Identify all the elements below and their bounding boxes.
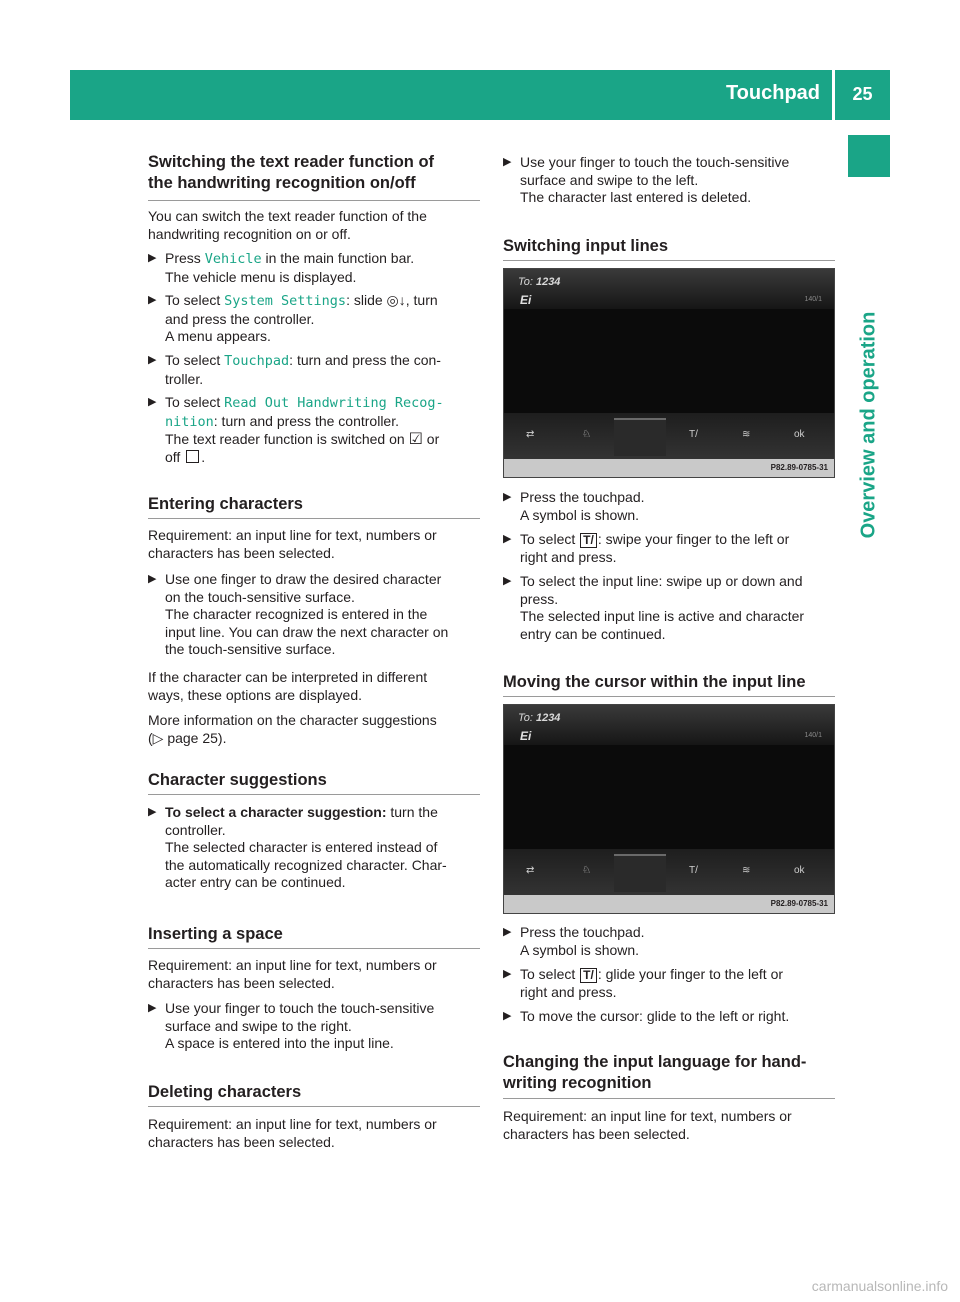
heading-rule bbox=[503, 260, 835, 261]
text-cursor-icon: T/ bbox=[580, 533, 597, 548]
header-bar bbox=[70, 70, 832, 120]
screenshot-input-lines: To: 1234 Ei 140/1 ⇄ ♘ T/ ≋ ok P82.89-0785-31 bbox=[503, 268, 835, 478]
page-number: 25 bbox=[852, 84, 873, 104]
arrow-icon: ▶ bbox=[503, 575, 512, 587]
menu-item-system-settings: System Settings bbox=[224, 293, 347, 309]
arrow-icon: ▶ bbox=[148, 396, 157, 408]
arrow-icon: ▶ bbox=[148, 252, 157, 264]
heading-inserting-space: Inserting a space bbox=[148, 925, 283, 943]
heading-rule bbox=[503, 696, 835, 697]
swap-icon: ⇄ bbox=[526, 429, 535, 440]
interpretation-paragraph: If the character can be interpreted in different ways, these options are displayed. bbox=[148, 669, 428, 703]
step-move-cursor: ▶ To move the cursor: glide to the left or right. bbox=[503, 1008, 790, 1024]
arrow-icon: ▶ bbox=[148, 354, 157, 366]
heading-character-suggestions: Character suggestions bbox=[148, 771, 327, 789]
keyboard-icon: ≋ bbox=[742, 429, 751, 440]
menu-item-touchpad: Touchpad bbox=[224, 353, 290, 369]
heading-rule bbox=[148, 518, 480, 519]
step-press-touchpad: ▶ Press the touchpad. A symbol is shown. bbox=[503, 489, 645, 523]
text-cursor-icon: T/ bbox=[689, 429, 698, 440]
arrow-icon: ▶ bbox=[148, 1002, 157, 1014]
step-select-read-out: ▶ To select Read Out Handwriting Recog‐ nition: turn and press the controller. The text reader function is switched on ☑ or off . bbox=[148, 394, 444, 465]
arrow-icon: ▶ bbox=[503, 491, 512, 503]
step-draw-character: ▶ Use one finger to draw the desired character on the touch-sensitive surface. The character recognized is entered in the input line. You can draw the next character on the touch-sensitive surface. bbox=[148, 571, 449, 657]
arrow-icon: ▶ bbox=[503, 1010, 512, 1022]
keyboard-icon: ≋ bbox=[742, 865, 751, 876]
section-title: Touchpad bbox=[725, 82, 820, 104]
heading-deleting-characters: Deleting characters bbox=[148, 1083, 302, 1101]
menu-item-read-out: Read Out Handwriting Recog‐ bbox=[224, 395, 444, 411]
step-press-vehicle: ▶ Press Vehicle in the main function bar. The vehicle menu is displayed. bbox=[148, 250, 415, 285]
heading-moving-cursor: Moving the cursor within the input line bbox=[503, 673, 806, 691]
arrow-icon: ▶ bbox=[148, 294, 157, 306]
heading-rule bbox=[148, 1106, 480, 1107]
menu-item-vehicle: Vehicle bbox=[204, 251, 262, 267]
text-cursor-icon: T/ bbox=[689, 865, 698, 876]
ok-icon: ok bbox=[794, 865, 805, 876]
controller-slide-icon: ◎↓ bbox=[386, 292, 406, 308]
step-select-system-settings: ▶ To select System Settings: slide ◎↓, turn and press the controller. A menu appears. bbox=[148, 292, 438, 344]
language-requirement: Requirement: an input line for text, numbers or characters has been selected. bbox=[503, 1108, 792, 1142]
side-marker bbox=[848, 135, 890, 177]
page-reference: (▷ page 25). bbox=[148, 729, 227, 746]
step-swipe-right: ▶ Use your finger to touch the touch-sensitive surface and swipe to the right. A space is entered into the input line. bbox=[148, 1000, 435, 1051]
watermark: carmanualsonline.info bbox=[811, 1278, 948, 1294]
delete-requirement: Requirement: an input line for text, numbers or characters has been selected. bbox=[148, 1116, 437, 1150]
step-select-input-line: ▶ To select the input line: swipe up or down and press. The selected input line is active and character entry can be continued. bbox=[503, 573, 805, 642]
step-select-touchpad: ▶ To select Touchpad: turn and press the con- troller. bbox=[148, 352, 441, 387]
side-tab bbox=[848, 190, 890, 660]
step-select-symbol-2: ▶ To select T/ : glide your finger to the left or right and press. bbox=[503, 966, 784, 1000]
side-tab-label: Overview and operation bbox=[857, 311, 880, 539]
space-requirement: Requirement: an input line for text, numbers or characters has been selected. bbox=[148, 957, 437, 991]
screenshot-cursor: To: 1234 Ei 140/1 ⇄ ♘ T/ ≋ ok P82.89-0785-31 bbox=[503, 704, 835, 914]
arrow-icon: ▶ bbox=[503, 968, 512, 980]
heading-switching-text-reader: Switching the text reader function of the handwriting recognition on/off bbox=[148, 153, 435, 192]
checkbox-empty-icon bbox=[186, 450, 199, 463]
heading-rule bbox=[148, 794, 480, 795]
requirement-paragraph: Requirement: an input line for text, numbers or characters has been selected. bbox=[148, 527, 437, 561]
arrow-icon: ▶ bbox=[148, 806, 157, 818]
step-press-touchpad-2: ▶ Press the touchpad. A symbol is shown. bbox=[503, 924, 645, 958]
handwriting-icon: ♘ bbox=[582, 429, 591, 440]
swap-icon: ⇄ bbox=[526, 865, 535, 876]
heading-input-language: Changing the input language for hand- writing recognition bbox=[503, 1053, 807, 1092]
text-cursor-icon: T/ bbox=[580, 968, 597, 983]
step-select-suggestion: ▶ To select a character suggestion: turn the controller. The selected character is entered instead of the automatically recognized character. Char- acter entry can be continued. bbox=[148, 804, 447, 890]
more-info-paragraph: More information on the character suggestions (▷ page 25). bbox=[148, 712, 480, 747]
handwriting-icon: ♘ bbox=[582, 865, 591, 876]
step-select-symbol: ▶ To select T/ : swipe your finger to the left or right and press. bbox=[503, 531, 790, 565]
intro-paragraph: You can switch the text reader function of the handwriting recognition on or off. bbox=[148, 208, 427, 242]
heading-rule bbox=[148, 200, 480, 201]
checkbox-checked-icon: ☑ bbox=[408, 431, 423, 448]
arrow-icon: ▶ bbox=[148, 573, 157, 585]
arrow-icon: ▶ bbox=[503, 926, 512, 938]
heading-rule bbox=[503, 1098, 835, 1099]
arrow-icon: ▶ bbox=[503, 533, 512, 545]
heading-entering-characters: Entering characters bbox=[148, 495, 303, 513]
heading-switching-input-lines: Switching input lines bbox=[503, 237, 668, 255]
ok-icon: ok bbox=[794, 429, 805, 440]
step-swipe-left: ▶ Use your finger to touch the touch-sensitive surface and swipe to the left. The character last entered is deleted. bbox=[503, 154, 790, 205]
heading-rule bbox=[148, 948, 480, 949]
arrow-icon: ▶ bbox=[503, 156, 512, 168]
